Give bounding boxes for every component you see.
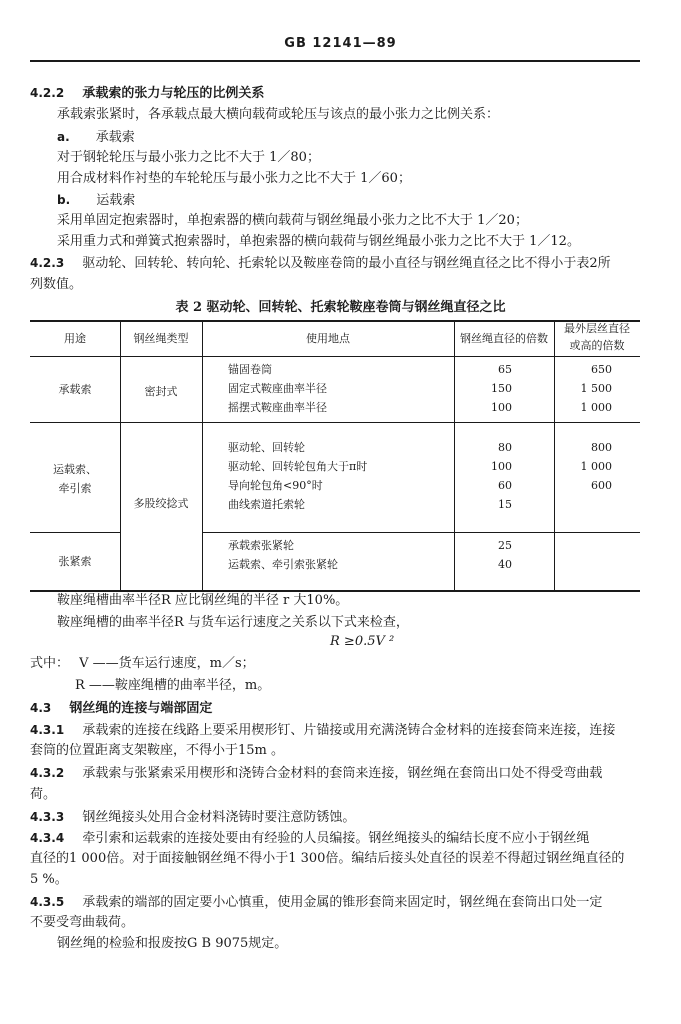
where-label: 式中：: [30, 656, 70, 671]
table-caption: 表 2 驱动轮、回转轮、托索轮鞍座卷筒与钢丝绳直径之比: [175, 300, 506, 315]
header-rope-type: 钢丝绳类型: [133, 332, 189, 345]
usage-cell: 牵引索: [58, 482, 92, 495]
place-cell: 运载索、牵引索张紧轮: [228, 558, 338, 571]
section-number: 4.2.3: [30, 256, 65, 270]
section-number: 4.3.3: [30, 810, 65, 824]
section-number: 4.2.2: [30, 86, 65, 100]
paragraph-line: 直径的1 000倍。对于面接触钢丝绳不得小于1 300倍。编结后接头处直径的误差不得超过钢丝绳直径的: [30, 851, 625, 866]
header-outer-wire: 最外层丝直径: [564, 322, 630, 335]
table-row-rule: [202, 532, 640, 533]
paragraph-line: 荷。: [30, 787, 57, 802]
section-4-3-2: [30, 764, 602, 783]
outer-wire-cell: 1 500: [580, 382, 612, 395]
ratio-cell: 100: [491, 401, 512, 414]
section-number: 4.3.1: [30, 723, 65, 737]
section-number: 4.3.4: [30, 831, 65, 845]
paragraph-line: 钢丝绳接头处用合金材料浇铸时要注意防锈蚀。: [82, 810, 356, 825]
paragraph-line: 鞍座绳槽曲率半径R 应比钢丝绳的半径 r 大10%。: [57, 593, 349, 608]
ratio-cell: 40: [498, 558, 512, 571]
item-b: [57, 191, 135, 210]
paragraph-line: 牵引索和运载索的连接处要由有经验的人员编接。钢丝绳接头的编结长度不应小于钢丝绳: [82, 831, 590, 846]
section-number: 4.3: [30, 701, 52, 715]
place-cell: 曲线索道托索轮: [228, 498, 305, 511]
section-title: 承载索的张力与轮压的比例关系: [82, 86, 265, 101]
paragraph-line: 5 %。: [30, 872, 68, 887]
section-title: 钢丝绳的连接与端部固定: [69, 701, 213, 716]
paragraph-line: 承载索张紧时，各承载点最大横向载荷或轮压与该点的最小张力之比例关系：: [57, 107, 500, 122]
paragraph-line: 采用重力式和弹簧式抱索器时，单抱索器的横向载荷与钢丝绳最小张力之比不大于 1／12。: [57, 234, 580, 249]
outer-wire-cell: 600: [591, 479, 612, 492]
header-usage: 用途: [64, 332, 86, 345]
place-cell: 承载索张紧轮: [228, 539, 294, 552]
table-row-rule: [30, 532, 120, 533]
rope-type-cell: 多股绞捻式: [133, 497, 189, 510]
ratio-cell: 60: [498, 479, 512, 492]
paragraph-line: 驱动轮、回转轮、转向轮、托索轮以及鞍座卷筒的最小直径与钢丝绳直径之比不得小于表2所: [82, 256, 611, 271]
paragraph-line: 承载索的端部的固定要小心慎重，使用金属的锥形套筒来固定时，钢丝绳在套筒出口处一定: [82, 895, 603, 910]
usage-cell: 承载索: [58, 383, 92, 396]
variable-definition: R ——鞍座绳槽的曲率半径，m。: [75, 678, 271, 693]
table-top-rule: [30, 320, 640, 322]
table-row-rule: [30, 422, 640, 423]
table-2: [30, 320, 640, 592]
paragraph-line: 对于钢轮轮压与最小张力之比不大于 1／80；: [57, 150, 320, 165]
usage-cell: 张紧索: [58, 555, 92, 568]
paragraph-line: 采用单固定抱索器时，单抱索器的横向载荷与钢丝绳最小张力之比不大于 1／20；: [57, 213, 528, 228]
place-cell: 驱动轮、回转轮: [228, 441, 305, 454]
paragraph-line: 钢丝绳的检验和报废按G B 9075规定。: [57, 936, 288, 951]
table-col-rule: [202, 320, 203, 592]
outer-wire-cell: 800: [591, 441, 612, 454]
table-header-rule: [30, 356, 640, 357]
header-place: 使用地点: [306, 332, 350, 345]
section-4-3-1: [30, 721, 615, 740]
item-title: 承载索: [95, 130, 135, 145]
paragraph-line: 鞍座绳槽的曲率半径R 与货车运行速度之关系以下式来检查，: [57, 615, 409, 630]
ratio-cell: 15: [498, 498, 512, 511]
paragraph-line: 套筒的位置距离支架鞍座，不得小于15m 。: [30, 743, 285, 758]
place-cell: 驱动轮、回转轮包角大于π时: [228, 460, 368, 473]
place-cell: 锚固卷筒: [228, 363, 272, 376]
item-title: 运载索: [96, 193, 136, 208]
ratio-cell: 25: [498, 539, 512, 552]
header-rule: [30, 60, 640, 62]
item-a: [57, 128, 135, 147]
section-4-2-3: [30, 254, 611, 273]
place-cell: 固定式鞍座曲率半径: [228, 382, 327, 395]
section-number: 4.3.5: [30, 895, 65, 909]
item-label: a.: [57, 130, 70, 144]
variable-definition: V ——货车运行速度，m／s；: [79, 656, 255, 671]
formula: R ≥0.5V ²: [330, 634, 395, 649]
section-number: 4.3.2: [30, 766, 65, 780]
ratio-cell: 65: [498, 363, 512, 376]
item-label: b.: [57, 193, 71, 207]
section-4-3-3: [30, 808, 355, 827]
table-col-rule: [120, 320, 121, 592]
rope-type-cell: 密封式: [144, 385, 178, 398]
outer-wire-cell: 1 000: [580, 401, 612, 414]
place-cell: 摇摆式鞍座曲率半径: [228, 401, 327, 414]
paragraph-line: 列数值。: [30, 277, 83, 292]
section-4-3-4: [30, 829, 589, 848]
where-clause: [30, 655, 255, 673]
standard-code: GB 12141—89: [284, 36, 397, 51]
header-outer-wire: 或高的倍数: [569, 339, 625, 352]
paragraph-line: 承载索的连接在线路上要采用楔形钉、片锚接或用充满浇铸合金材料的连接套筒来连接，连接: [82, 723, 616, 738]
outer-wire-cell: 650: [591, 363, 612, 376]
paragraph-line: 承载索与张紧索采用楔形和浇铸合金材料的套筒来连接，钢丝绳在套筒出口处不得受弯曲载: [82, 766, 603, 781]
place-cell: 导向轮包角<90°时: [228, 479, 323, 492]
ratio-cell: 150: [491, 382, 512, 395]
outer-wire-cell: 1 000: [580, 460, 612, 473]
paragraph-line: 用合成材料作衬垫的车轮轮压与最小张力之比不大于 1／60；: [57, 171, 411, 186]
section-4-3-heading: [30, 699, 212, 718]
paragraph-line: 不要受弯曲载荷。: [30, 915, 135, 930]
section-4-3-5: [30, 893, 602, 912]
section-4-2-2-heading: [30, 84, 264, 103]
usage-cell: 运载索、: [53, 463, 97, 476]
ratio-cell: 100: [491, 460, 512, 473]
ratio-cell: 80: [498, 441, 512, 454]
header-ratio: 钢丝绳直径的倍数: [460, 332, 548, 345]
